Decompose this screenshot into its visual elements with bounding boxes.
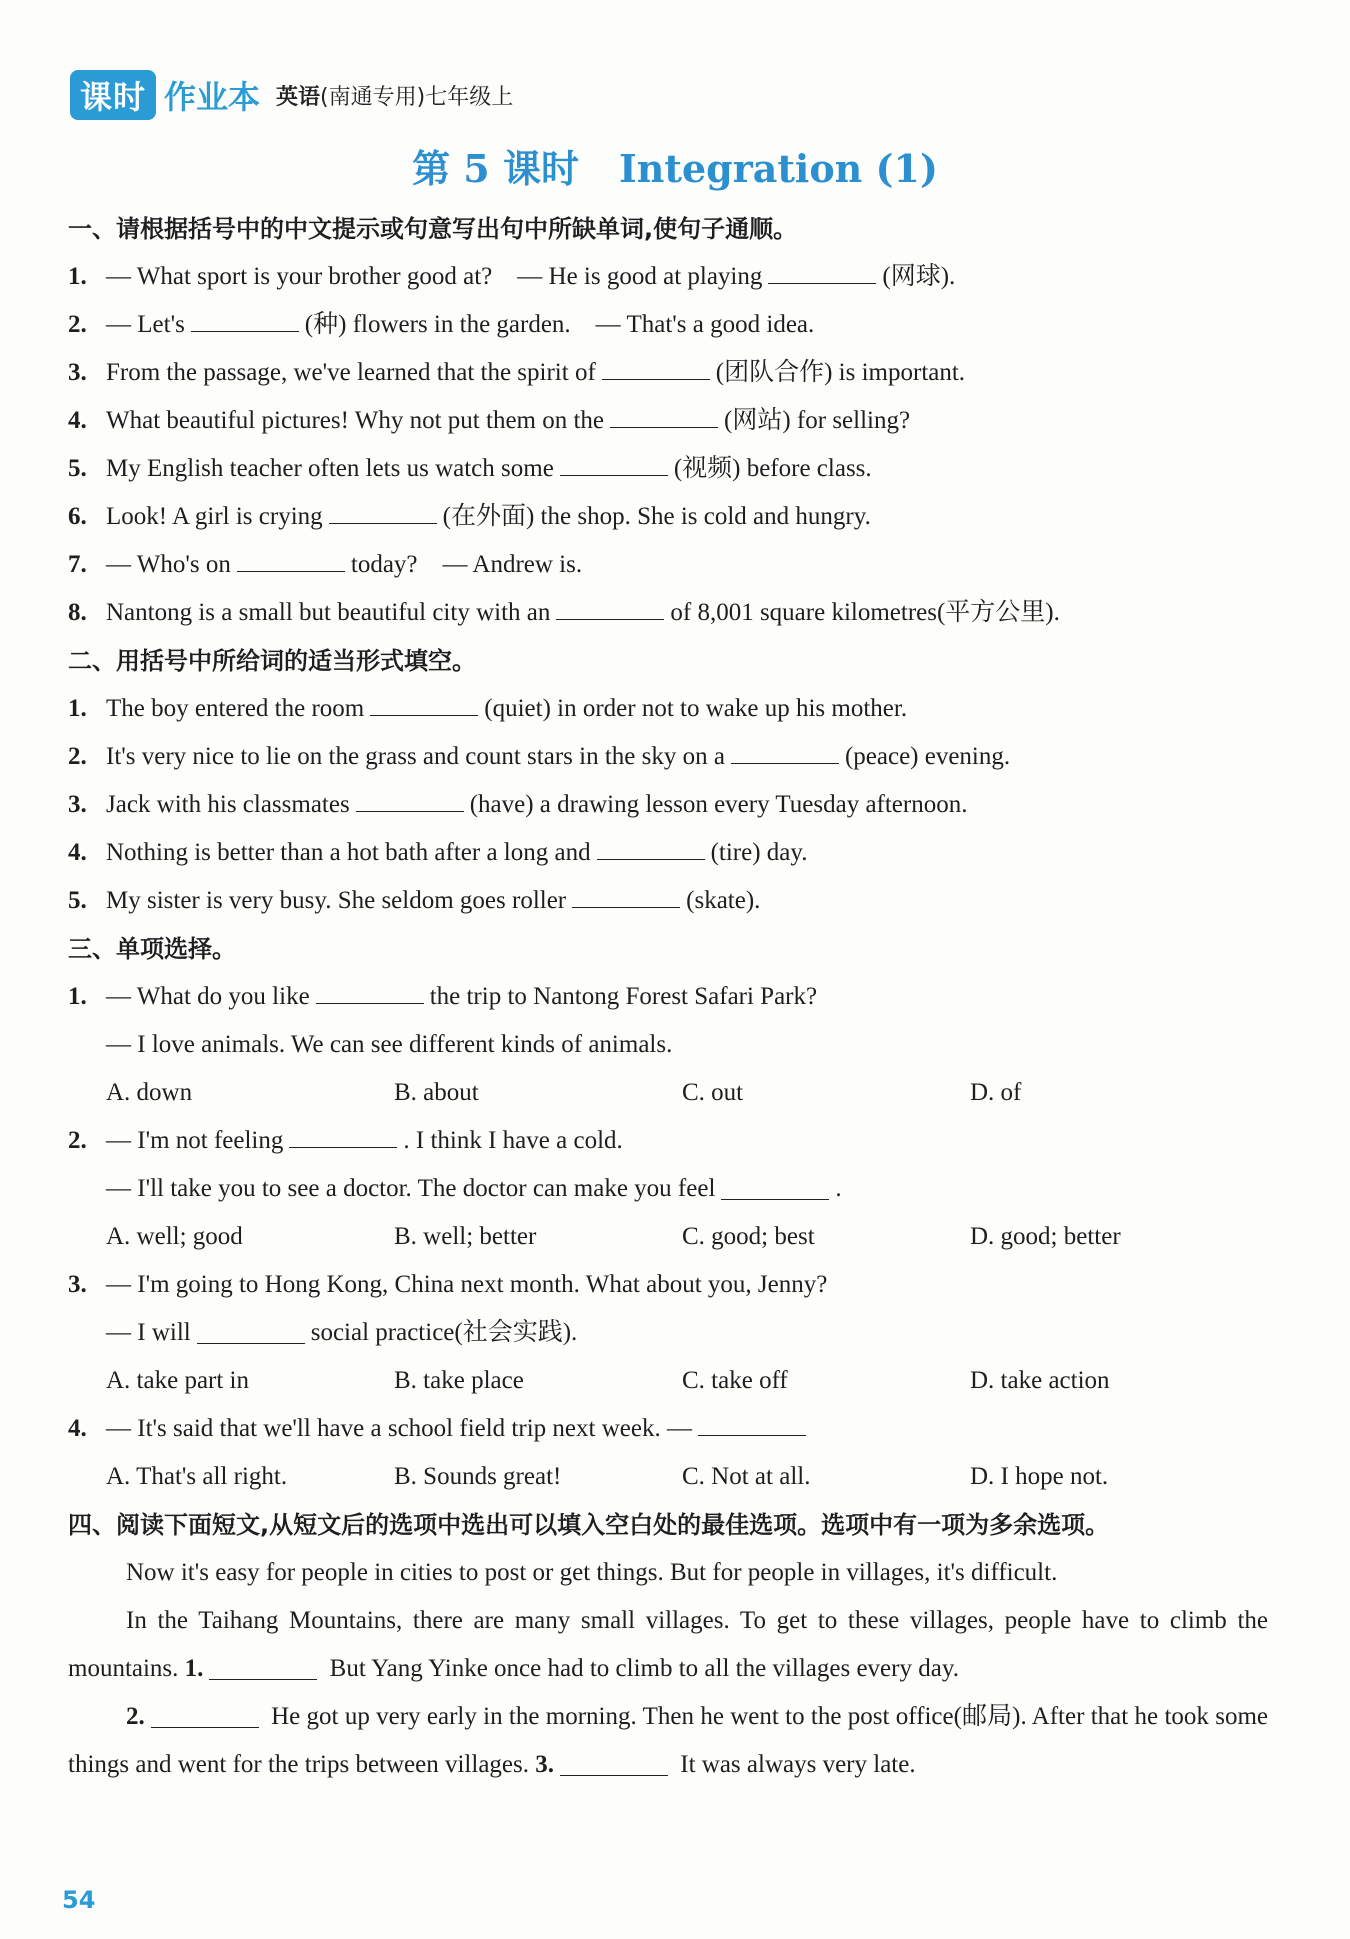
series-brand: 作业本 [164,78,261,116]
mc-question-4: 4. — It's said that we'll have a school field trip next week. — [68,1405,1268,1453]
section1-item: 8. Nantong is a small but beautiful city with an of 8,001 square kilometres(平方公里). [68,589,1268,637]
mc-question-1: 1. — What do you like the trip to Nantong Forest Safari Park? [68,973,1268,1021]
answer-blank[interactable] [237,541,345,572]
answer-blank[interactable] [197,1313,305,1344]
answer-blank[interactable] [209,1649,317,1680]
option[interactable]: B. well; better [394,1223,537,1250]
option[interactable]: C. good; best [682,1223,815,1250]
mc-question-2-line2: — I'll take you to see a doctor. The doctor can make you feel . [68,1165,1268,1213]
mc-question-3: 3. — I'm going to Hong Kong, China next month. What about you, Jenny? [68,1271,828,1298]
mc-question-3-options [68,1357,1268,1405]
answer-blank[interactable] [191,301,299,332]
section-2-heading: 二、用括号中所给词的适当形式填空。 [68,647,476,675]
option[interactable]: A. That's all right. [106,1463,288,1490]
lesson-title [0,138,1350,193]
mc-question-3-line2: — I will social practice(社会实践). [68,1309,1268,1357]
option[interactable]: A. down [106,1079,193,1106]
section1-item: 2. — Let's (种) flowers in the garden. — That's a good idea. [68,301,1268,349]
section2-item: 1. The boy entered the room (quiet) in order not to wake up his mother. [68,685,1268,733]
option[interactable]: D. good; better [970,1223,1121,1250]
worksheet-body [68,205,1268,1789]
answer-blank[interactable] [698,1405,806,1436]
section-4-heading: 四、阅读下面短文,从短文后的选项中选出可以填入空白处的最佳选项。选项中有一项为多余选项。 [68,1511,1110,1539]
answer-blank[interactable] [610,397,718,428]
option[interactable]: C. Not at all. [682,1463,811,1490]
option[interactable]: C. out [682,1079,744,1106]
answer-blank[interactable] [151,1697,259,1728]
answer-blank[interactable] [597,829,705,860]
mc-question-1-line2: — I love animals. We can see different kinds of animals. [106,1031,673,1058]
option[interactable]: B. about [394,1079,479,1106]
option[interactable]: A. well; good [106,1223,243,1250]
section1-item: 3. From the passage, we've learned that the spirit of (团队合作) is important. [68,349,1268,397]
section1-item: 7. — Who's on today? — Andrew is. [68,541,1268,589]
section-3-heading: 三、单项选择。 [68,935,236,963]
answer-blank[interactable] [768,253,876,284]
lesson-name: Integration (1) [618,146,938,191]
passage-paragraph-3: 2. He got up very early in the morning. Then he went to the post office(邮局). After that he took some things and went for the trips between villages. 3. It was always very late. [68,1693,1268,1789]
answer-blank[interactable] [370,685,478,716]
option[interactable]: C. take off [682,1367,788,1394]
option[interactable]: D. of [970,1079,1022,1106]
passage-paragraph-1: Now it's easy for people in cities to post or get things. But for people in villages, it's difficult. [126,1559,1058,1586]
answer-blank[interactable] [356,781,464,812]
section2-item: 2. It's very nice to lie on the grass and count stars in the sky on a (peace) evening. [68,733,1268,781]
option[interactable]: D. take action [970,1367,1110,1394]
lesson-number: 第 5 课时 [412,146,579,191]
mc-question-4-options [68,1453,1268,1501]
section1-item: 4. What beautiful pictures! Why not put them on the (网站) for selling? [68,397,1268,445]
answer-blank[interactable] [316,973,424,1004]
section-1-heading: 一、请根据括号中的中文提示或句意写出句中所缺单词,使句子通顺。 [68,215,798,243]
section2-item: 3. Jack with his classmates (have) a drawing lesson every Tuesday afternoon. [68,781,1268,829]
section1-item: 5. My English teacher often lets us watch some (视频) before class. [68,445,1268,493]
book-header [70,70,513,120]
section1-item: 1. — What sport is your brother good at? — He is good at playing (网球). [68,253,1268,301]
answer-blank[interactable] [560,445,668,476]
option[interactable]: A. take part in [106,1367,250,1394]
mc-question-1-options [68,1069,1268,1117]
answer-blank[interactable] [556,589,664,620]
answer-blank[interactable] [731,733,839,764]
answer-blank[interactable] [602,349,710,380]
answer-blank[interactable] [289,1117,397,1148]
option[interactable]: B. take place [394,1367,524,1394]
section2-item: 5. My sister is very busy. She seldom goes roller (skate). [68,877,1268,925]
answer-blank[interactable] [329,493,437,524]
answer-blank[interactable] [721,1169,829,1200]
passage-paragraph-2: In the Taihang Mountains, there are many small villages. To get to these villages, people have to climb the mountains. 1. But Yang Yinke once had to climb to all the villages every day. [68,1607,1268,1682]
mc-question-2-options [68,1213,1268,1261]
option[interactable]: D. I hope not. [970,1463,1109,1490]
answer-blank[interactable] [560,1745,668,1776]
page-number: 54 [62,1886,96,1914]
section2-item: 4. Nothing is better than a hot bath after a long and (tire) day. [68,829,1268,877]
option[interactable]: B. Sounds great! [394,1463,562,1490]
mc-question-2: 2. — I'm not feeling . I think I have a cold. [68,1117,1268,1165]
section1-item: 6. Look! A girl is crying (在外面) the shop. She is cold and hungry. [68,493,1268,541]
answer-blank[interactable] [572,877,680,908]
subject-label: 英语(南通专用)七年级上 [276,84,514,110]
series-logo: 课时 [70,70,156,120]
